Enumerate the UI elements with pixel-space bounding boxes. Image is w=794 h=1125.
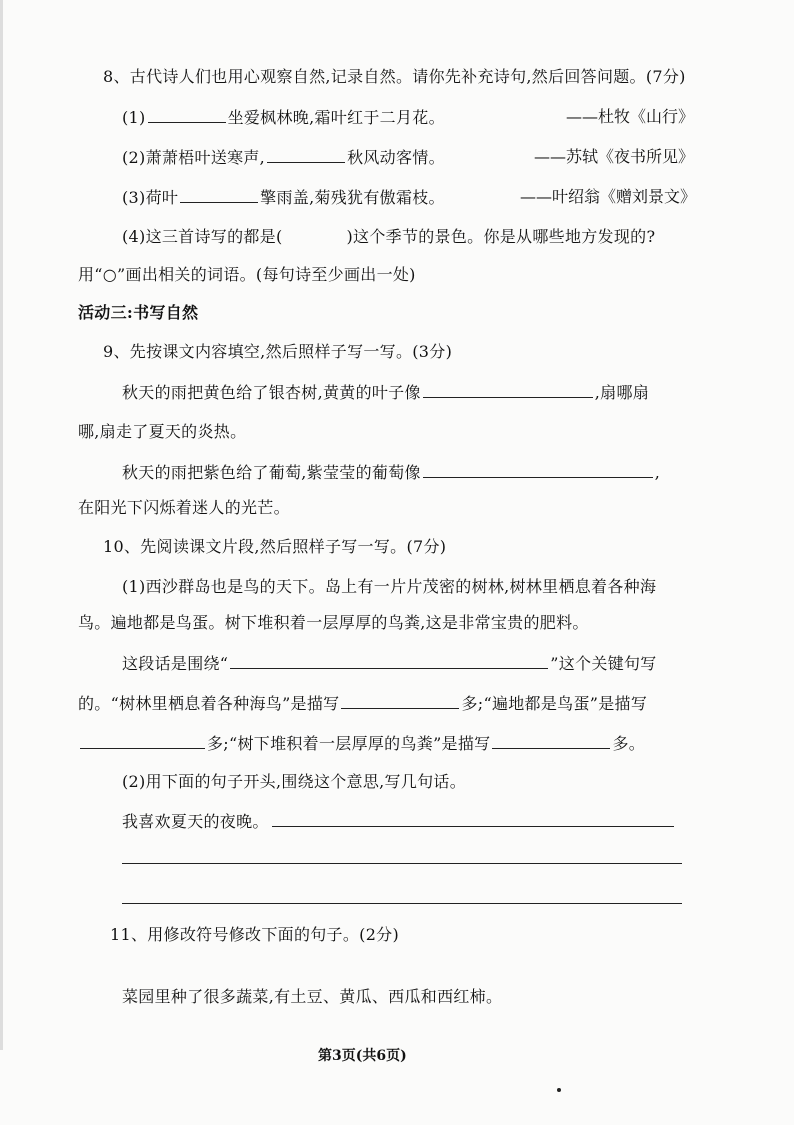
scan-edge — [0, 0, 3, 1050]
q8-line1-source: ——杜牧《山行》 — [566, 107, 695, 126]
q9-p1 — [122, 381, 649, 404]
q8-title: 8、古代诗人们也用心观察自然,记录自然。请你先补充诗句,然后回答问题。(7分) — [103, 67, 686, 86]
writing-line-3[interactable] — [122, 903, 682, 904]
q9-p1-b: ,扇哪扇 — [594, 383, 650, 402]
q9-title: 9、先按课文内容填空,然后照样子写一写。(3分) — [103, 342, 453, 361]
q9-blank2[interactable] — [423, 461, 653, 478]
q10-blank-key-sentence[interactable] — [230, 652, 548, 669]
q8-line2-text: 秋风动客情。 — [347, 148, 445, 167]
writing-line-1[interactable] — [272, 826, 674, 827]
q8-line4-text: )这个季节的景色。你是从哪些地方发现的? — [346, 227, 656, 246]
q8-line2-prefix: (2)萧萧梧叶送寒声, — [122, 148, 266, 167]
q9-p2-c: 在阳光下闪烁着迷人的光芒。 — [78, 498, 290, 517]
q8-line3-source: ——叶绍翁《赠刘景文》 — [520, 187, 697, 206]
q9-p2 — [122, 461, 660, 484]
q10-fill-b1: 的。“树林里栖息着各种海鸟”是描写 — [78, 694, 340, 713]
q8-line2 — [122, 146, 445, 169]
q11-sentence: 菜园里种了很多蔬菜,有土豆、黄瓜、西瓜和西红柿。 — [122, 987, 503, 1006]
q8-line1 — [122, 106, 445, 129]
q10-fill-b2: 多;“遍地都是鸟蛋”是描写 — [461, 694, 648, 713]
q8-line3 — [122, 186, 445, 209]
q9-blank1[interactable] — [423, 381, 593, 398]
scan-dot — [557, 1088, 561, 1092]
activity3-heading: 活动三:书写自然 — [78, 303, 199, 322]
q8-line4 — [122, 226, 655, 248]
q8-line4-prefix: (4)这三首诗写的都是( — [122, 227, 283, 246]
q10-passage-a: (1)西沙群岛也是鸟的天下。岛上有一片片茂密的树林,树林里栖息着各种海 — [122, 577, 657, 596]
q10-passage-b: 鸟。遍地都是鸟蛋。树下堆积着一层厚厚的鸟粪,这是非常宝贵的肥料。 — [78, 613, 589, 632]
page-number: 第3页(共6页) — [318, 1048, 407, 1064]
q8-line3-text: 擎雨盖,菊残犹有傲霜枝。 — [260, 188, 445, 207]
q9-p1-c: 哪,扇走了夏天的炎热。 — [78, 422, 247, 441]
q10-fill-a2: ”这个关键句写 — [550, 654, 657, 673]
q8-line2-source: ——苏轼《夜书所见》 — [534, 147, 695, 166]
q10-fill-a1: 这段话是围绕“ — [122, 654, 229, 673]
q8-blank3[interactable] — [180, 186, 258, 203]
q10-blank-c[interactable] — [492, 732, 610, 749]
q8-line1-text: 坐爱枫林晚,霜叶红于二月花。 — [227, 108, 445, 127]
q11-title: 11、用修改符号修改下面的句子。(2分) — [110, 925, 400, 944]
q10-part2: (2)用下面的句子开头,围绕这个意思,写几句话。 — [122, 772, 467, 791]
q10-blank-b[interactable] — [80, 732, 205, 749]
q8-line5: 用“○”画出相关的词语。(每句诗至少画出一处) — [78, 265, 416, 284]
q10-start: 我喜欢夏天的夜晚。 — [122, 812, 269, 831]
q10-title: 10、先阅读课文片段,然后照样子写一写。(7分) — [103, 537, 447, 556]
writing-line-2[interactable] — [122, 863, 682, 864]
q9-p1-a: 秋天的雨把黄色给了银杏树,黄黄的叶子像 — [122, 383, 421, 402]
q8-line3-prefix: (3)荷叶 — [122, 188, 179, 207]
q10-fill-c1: 多;“树下堆积着一层厚厚的鸟粪”是描写 — [207, 734, 491, 753]
q9-p2-b: , — [654, 463, 661, 482]
q10-blank-a[interactable] — [341, 692, 459, 709]
q10-fill-b — [78, 692, 647, 715]
q10-fill-c — [78, 732, 645, 755]
q9-p2-a: 秋天的雨把紫色给了葡萄,紫莹莹的葡萄像 — [122, 463, 421, 482]
q10-fill-c2: 多。 — [612, 734, 646, 753]
q8-blank1[interactable] — [148, 106, 226, 123]
q8-line1-prefix: (1) — [122, 108, 146, 127]
q10-fill-a — [122, 652, 657, 675]
q8-blank2[interactable] — [267, 146, 345, 163]
